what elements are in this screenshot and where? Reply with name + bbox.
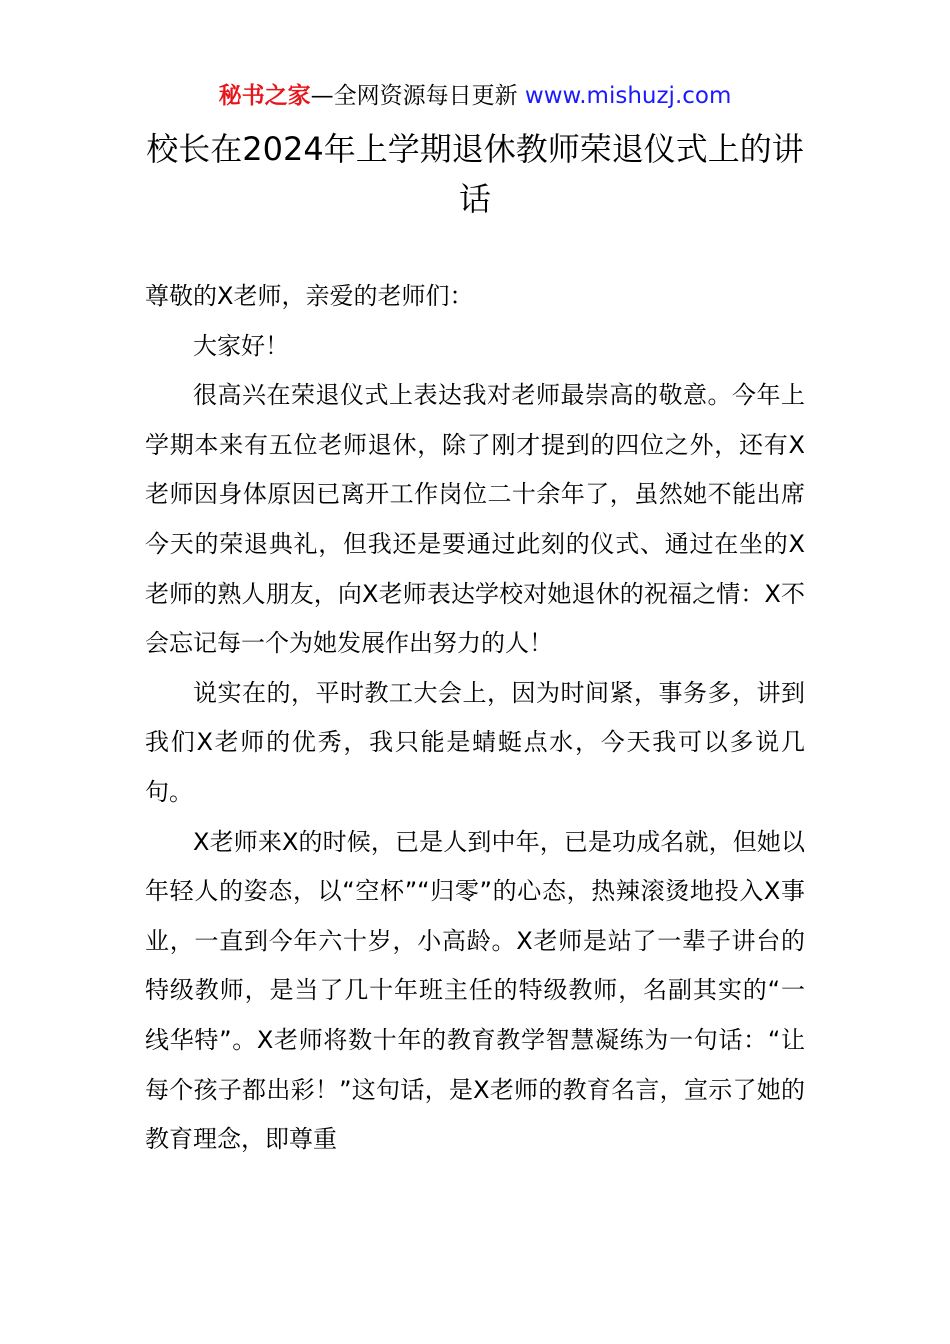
body-paragraph: 说实在的，平时教工大会上，因为时间紧，事务多，讲到我们X老师的优秀，我只能是蜻蜓点水，今天我可以多说几句。: [145, 678, 805, 806]
greeting-paragraph: 大家好！: [193, 331, 289, 360]
body-paragraph: 很高兴在荣退仪式上表达我对老师最崇高的敬意。今年上学期本来有五位老师退休，除了刚才提到的四位之外，还有X老师因身体原因已离开工作岗位二十余年了，虽然她不能出席今天的荣退典礼，但我还是要通过此刻的仪式、通过在坐的X老师的熟人朋友，向X老师表达学校对她退休的祝福之情：X不会忘记每一个为她发展作出努力的人！: [145, 381, 805, 658]
site-url-link[interactable]: www.mishuzj.com: [524, 83, 732, 109]
salutation: 尊敬的X老师，亲爱的老师们：: [145, 282, 474, 310]
site-header: [0, 78, 950, 114]
brand-name: 秘书之家: [218, 83, 311, 109]
body-paragraph: X老师来X的时候，已是人到中年，已是功成名就，但她以年轻人的姿态，以“空杯”“归零”的心态，热辣滚烫地投入X事业，一直到今年六十岁，小高龄。X老师是站了一辈子讲台的特级教师，是当了几十年班主任的特级教师，名副其实的“一线华特”。X老师将数十年的教育教学智慧凝练为一句话：“让每个孩子都出彩！”这句话，是X老师的教育名言，宣示了她的教育理念，即尊重: [145, 827, 805, 1154]
document-body: [145, 272, 805, 1165]
document-title: 校长在2024年上学期退休教师荣退仪式上的讲话: [146, 130, 804, 218]
header-tagline: —全网资源每日更新: [310, 83, 525, 109]
